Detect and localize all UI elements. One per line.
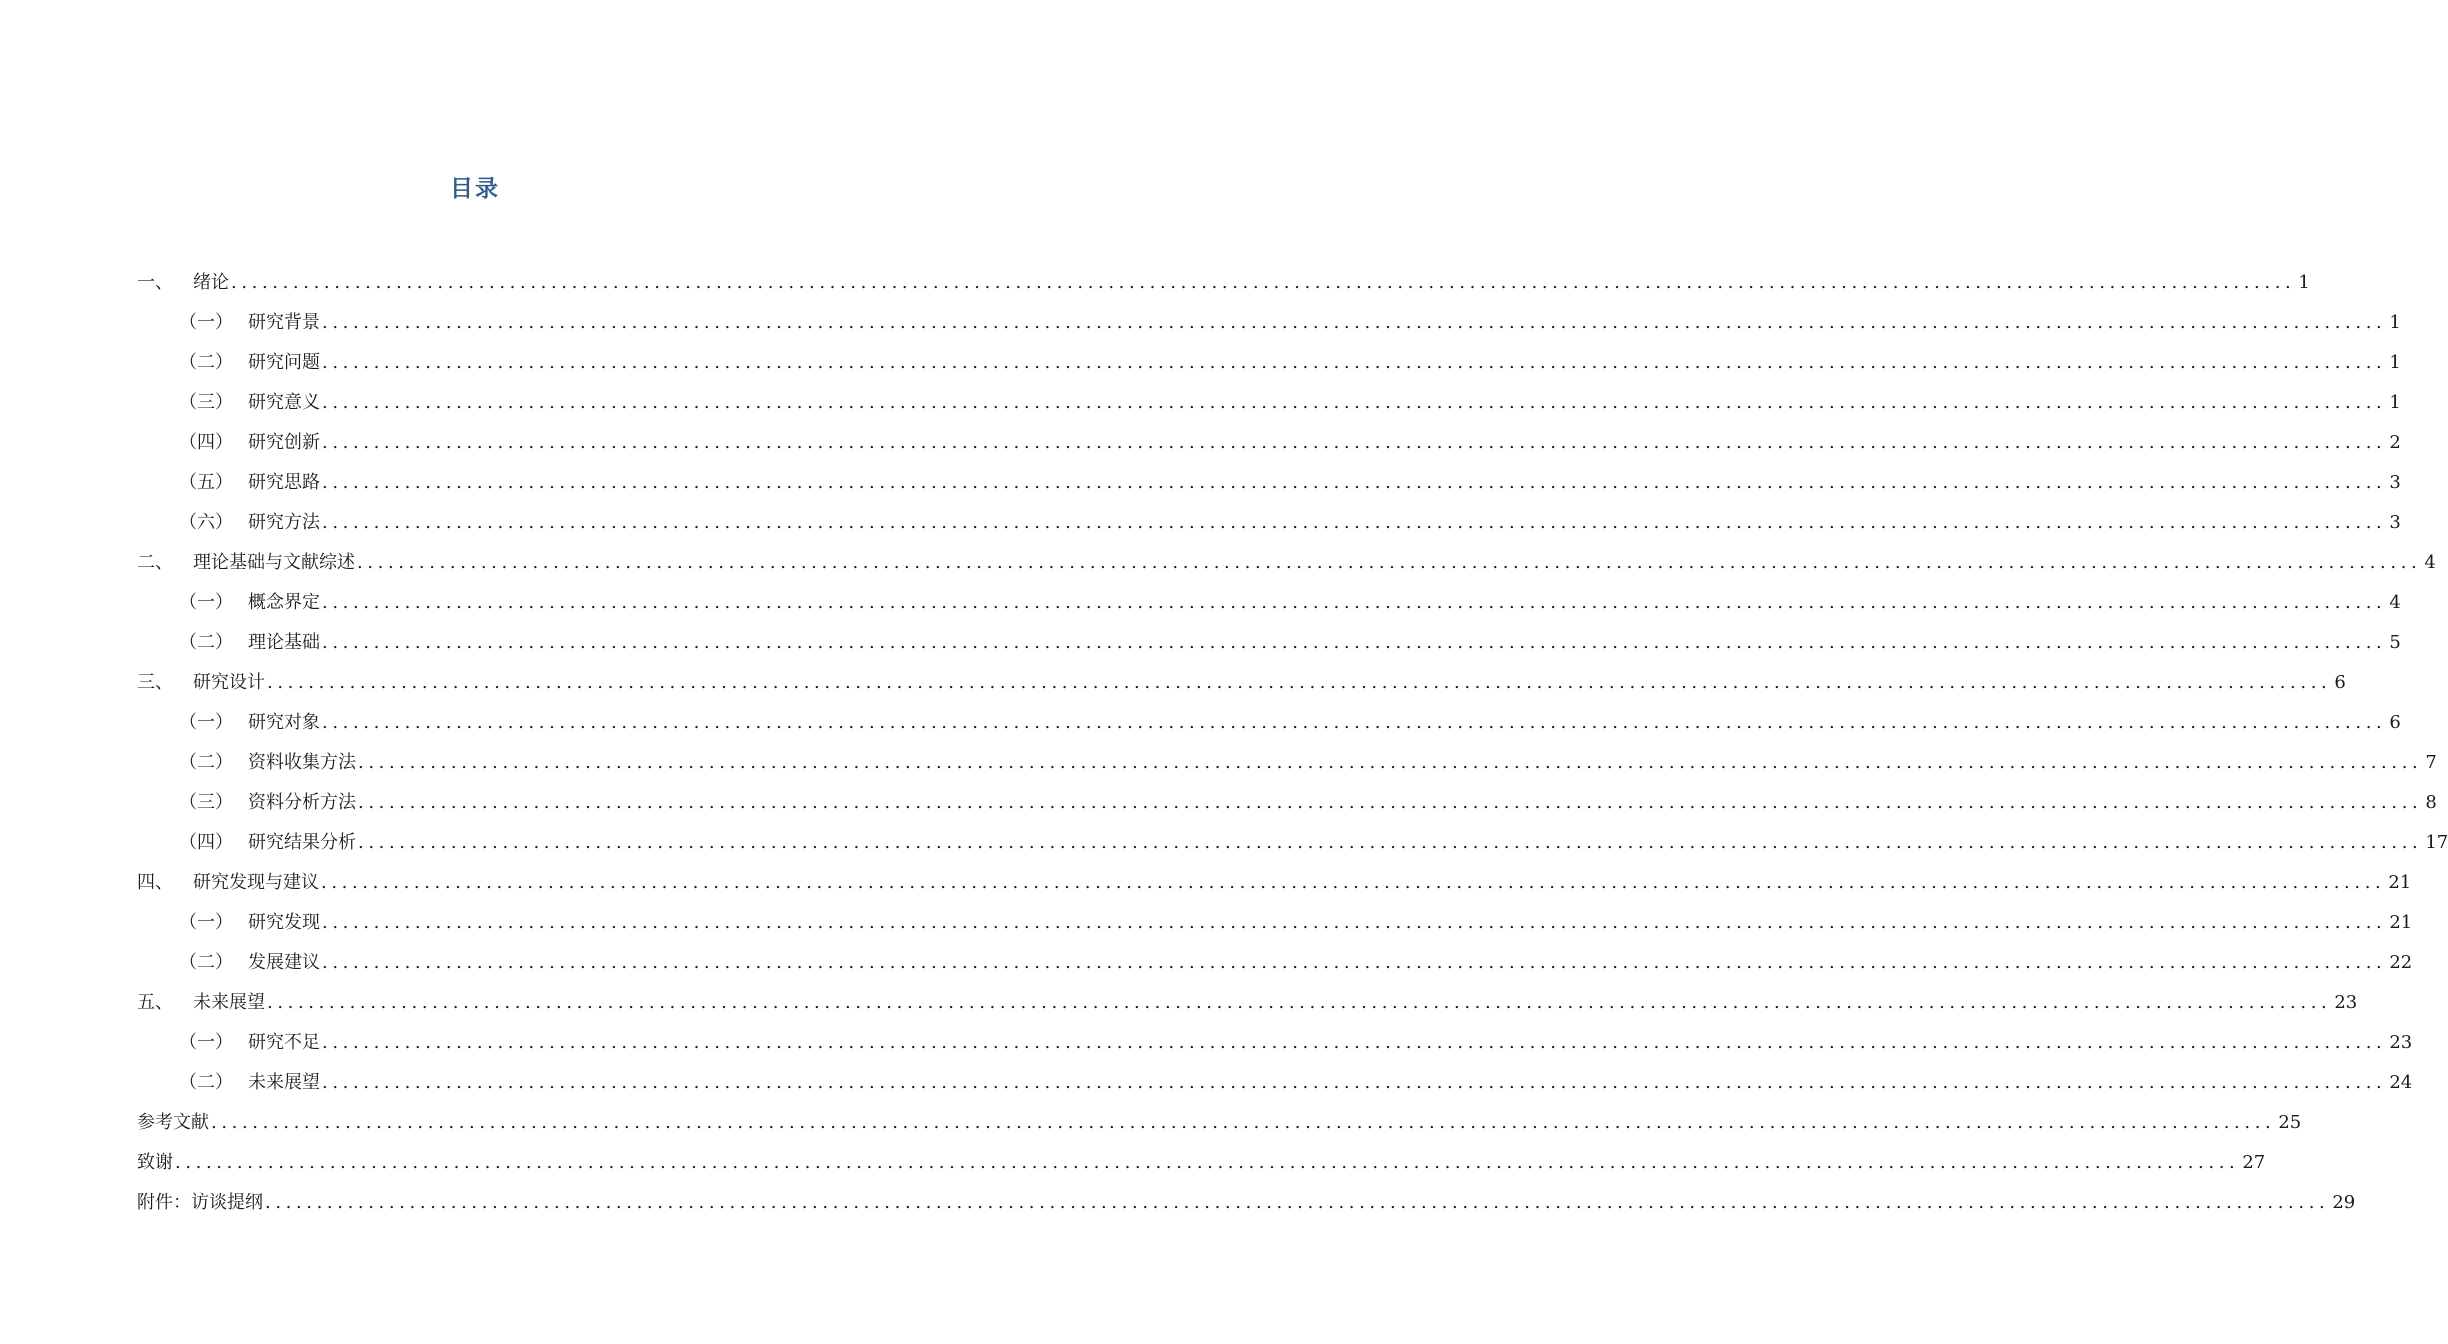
- toc-entry-number: （六）: [179, 512, 233, 533]
- toc-entry-label: 研究问题: [248, 352, 320, 373]
- toc-entry-page-number: 3: [2389, 472, 2401, 493]
- toc-entry-number: （四）: [179, 432, 233, 453]
- toc-entry-label: 研究思路: [248, 472, 320, 493]
- toc-entry-page-number: 25: [2278, 1112, 2302, 1133]
- page-title: 目录: [450, 176, 500, 202]
- toc-entry[interactable]: [137, 263, 2310, 303]
- toc-entry-label: 未来展望: [248, 1072, 320, 1093]
- toc-entry-number: （一）: [179, 1032, 233, 1053]
- toc-entry-number: （三）: [179, 792, 233, 813]
- toc-entry[interactable]: [137, 863, 2412, 903]
- toc-entry-page-number: 22: [2389, 952, 2413, 973]
- toc-dot-leader: ........................................................................................................................................................................................................: [267, 672, 2332, 693]
- toc-entry[interactable]: [137, 1063, 2413, 1103]
- toc-entry[interactable]: [137, 583, 2401, 623]
- toc-entry-label: 研究对象: [248, 712, 320, 733]
- toc-entry-label: 研究结果分析: [248, 832, 356, 853]
- toc-entry-number: 一、: [137, 272, 173, 293]
- toc-entry-label: 研究背景: [248, 312, 320, 333]
- toc-dot-leader: ........................................................................................................................................................................................................: [322, 1072, 2387, 1093]
- toc-dot-leader: ........................................................................................................................................................................................................: [322, 632, 2387, 653]
- toc-entry-number: 三、: [137, 672, 173, 693]
- toc-dot-leader: ........................................................................................................................................................................................................: [322, 1032, 2387, 1053]
- toc-entry-label: 绪论: [193, 272, 229, 293]
- toc-entry-page-number: 1: [2389, 312, 2401, 333]
- toc-entry[interactable]: [137, 1023, 2413, 1063]
- toc-entry[interactable]: [137, 1103, 2302, 1143]
- toc-entry-page-number: 5: [2389, 632, 2401, 653]
- toc-entry-number: （四）: [179, 832, 233, 853]
- toc-entry-page-number: 2: [2389, 432, 2401, 453]
- toc-entry-number: （三）: [179, 392, 233, 413]
- toc-entry[interactable]: [137, 423, 2401, 463]
- toc-entry-page-number: 4: [2424, 552, 2436, 573]
- toc-entry-page-number: 17: [2425, 832, 2448, 853]
- toc-entry-number: 二、: [137, 552, 173, 573]
- toc-entry-label: 未来展望: [193, 992, 265, 1013]
- toc-entry-label: 研究意义: [248, 392, 320, 413]
- toc-entry-page-number: 7: [2425, 752, 2437, 773]
- toc-dot-leader: ........................................................................................................................................................................................................: [322, 712, 2387, 733]
- toc-entry-label: 附件：访谈提纲: [137, 1192, 263, 1213]
- toc-entry-label: 研究设计: [193, 672, 265, 693]
- toc-entry-page-number: 27: [2242, 1152, 2266, 1173]
- toc-entry-label: 研究发现: [248, 912, 320, 933]
- toc-entry-label: 参考文献: [137, 1112, 209, 1133]
- toc-entry-page-number: 24: [2389, 1072, 2413, 1093]
- toc-dot-leader: ........................................................................................................................................................................................................: [322, 952, 2387, 973]
- toc-entry-page-number: 6: [2389, 712, 2401, 733]
- toc-entry[interactable]: [137, 383, 2401, 423]
- toc-entry-label: 发展建议: [248, 952, 320, 973]
- toc-dot-leader: ........................................................................................................................................................................................................: [322, 432, 2387, 453]
- toc-entry-label: 理论基础与文献综述: [193, 552, 355, 573]
- toc-entry-page-number: 21: [2388, 872, 2412, 893]
- toc-entry[interactable]: [137, 543, 2436, 583]
- toc-dot-leader: ........................................................................................................................................................................................................: [322, 312, 2387, 333]
- toc-entry-number: （一）: [179, 912, 233, 933]
- toc-entry-page-number: 1: [2298, 272, 2310, 293]
- toc-entry-label: 研究创新: [248, 432, 320, 453]
- toc-dot-leader: ........................................................................................................................................................................................................: [322, 392, 2387, 413]
- toc-entry[interactable]: [137, 303, 2401, 343]
- toc-entry[interactable]: [137, 983, 2358, 1023]
- toc-entry[interactable]: [137, 943, 2413, 983]
- toc-entry-page-number: 4: [2389, 592, 2401, 613]
- toc-entry-number: （二）: [179, 952, 233, 973]
- toc-entry-label: 致谢: [137, 1152, 173, 1173]
- toc-entry-label: 研究发现与建议: [193, 872, 319, 893]
- toc-dot-leader: ........................................................................................................................................................................................................: [322, 512, 2387, 533]
- toc-entry-number: （一）: [179, 312, 233, 333]
- toc-entry-number: （二）: [179, 752, 233, 773]
- toc-entry[interactable]: [137, 343, 2401, 383]
- toc-dot-leader: ........................................................................................................................................................................................................: [357, 552, 2422, 573]
- toc-entry[interactable]: [137, 663, 2346, 703]
- toc-entry-label: 理论基础: [248, 632, 320, 653]
- toc-entry[interactable]: [137, 1143, 2266, 1183]
- toc-entry-page-number: 29: [2332, 1192, 2356, 1213]
- table-of-contents: [137, 263, 2448, 1223]
- toc-entry-number: 四、: [137, 872, 173, 893]
- toc-entry[interactable]: [137, 903, 2413, 943]
- toc-entry-label: 研究不足: [248, 1032, 320, 1053]
- toc-entry-number: （一）: [179, 592, 233, 613]
- toc-entry-page-number: 23: [2389, 1032, 2413, 1053]
- toc-dot-leader: ........................................................................................................................................................................................................: [267, 992, 2332, 1013]
- toc-entry-number: 五、: [137, 992, 173, 1013]
- toc-entry-label: 资料分析方法: [248, 792, 356, 813]
- toc-entry[interactable]: [137, 623, 2401, 663]
- toc-entry-number: （一）: [179, 712, 233, 733]
- toc-entry-number: （五）: [179, 472, 233, 493]
- toc-entry-page-number: 6: [2334, 672, 2346, 693]
- toc-entry-number: （二）: [179, 352, 233, 373]
- toc-entry[interactable]: [137, 1183, 2356, 1223]
- toc-entry-page-number: 3: [2389, 512, 2401, 533]
- toc-entry[interactable]: [137, 463, 2401, 503]
- toc-entry-page-number: 1: [2389, 392, 2401, 413]
- toc-entry-label: 研究方法: [248, 512, 320, 533]
- toc-entry-number: （二）: [179, 1072, 233, 1093]
- toc-entry-label: 资料收集方法: [248, 752, 356, 773]
- toc-entry[interactable]: [137, 703, 2401, 743]
- toc-dot-leader: ........................................................................................................................................................................................................: [358, 752, 2423, 773]
- toc-entry-page-number: 1: [2389, 352, 2401, 373]
- toc-entry-number: （二）: [179, 632, 233, 653]
- toc-dot-leader: ........................................................................................................................................................................................................: [322, 912, 2387, 933]
- toc-dot-leader: ........................................................................................................................................................................................................: [358, 832, 2423, 853]
- toc-dot-leader: ........................................................................................................................................................................................................: [211, 1112, 2276, 1133]
- toc-dot-leader: ........................................................................................................................................................................................................: [322, 592, 2387, 613]
- toc-dot-leader: ........................................................................................................................................................................................................: [175, 1152, 2240, 1173]
- toc-dot-leader: ........................................................................................................................................................................................................: [231, 272, 2296, 293]
- toc-dot-leader: ........................................................................................................................................................................................................: [358, 792, 2423, 813]
- toc-entry[interactable]: [137, 823, 2448, 863]
- toc-dot-leader: ........................................................................................................................................................................................................: [321, 872, 2386, 893]
- toc-entry-page-number: 21: [2389, 912, 2413, 933]
- toc-entry-page-number: 8: [2425, 792, 2437, 813]
- toc-entry-page-number: 23: [2334, 992, 2358, 1013]
- toc-entry[interactable]: [137, 743, 2437, 783]
- toc-dot-leader: ........................................................................................................................................................................................................: [322, 472, 2387, 493]
- toc-entry-label: 概念界定: [248, 592, 320, 613]
- toc-dot-leader: ........................................................................................................................................................................................................: [265, 1192, 2330, 1213]
- toc-dot-leader: ........................................................................................................................................................................................................: [322, 352, 2387, 373]
- toc-entry[interactable]: [137, 503, 2401, 543]
- toc-entry[interactable]: [137, 783, 2437, 823]
